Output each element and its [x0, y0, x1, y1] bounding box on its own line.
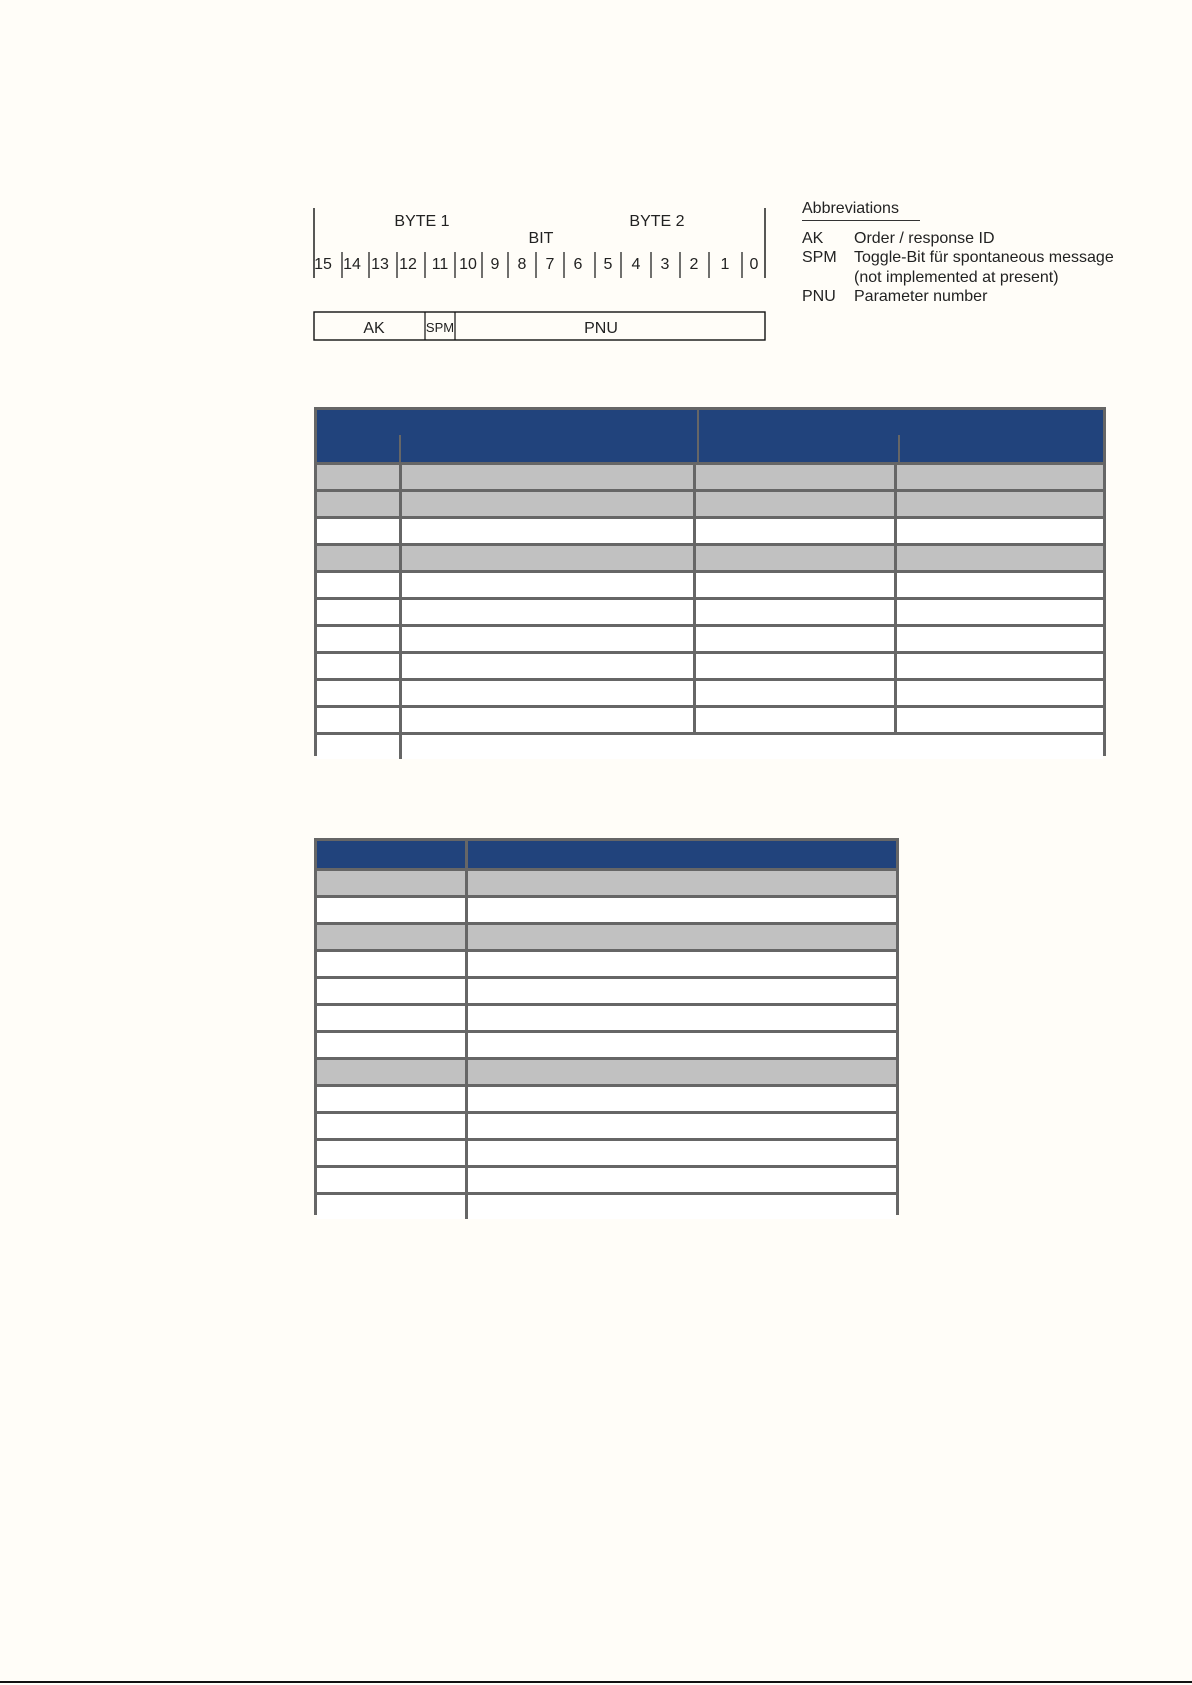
table-row	[317, 1165, 896, 1192]
table-cell	[897, 708, 1103, 732]
abbreviation-description	[854, 248, 1162, 287]
table-cell	[317, 1114, 468, 1138]
table-cell	[897, 519, 1103, 543]
table-row	[317, 732, 1103, 759]
table-cell	[897, 627, 1103, 651]
table-cell	[317, 465, 402, 489]
table-row	[317, 1003, 896, 1030]
table-cell	[317, 735, 402, 759]
table-cell	[317, 654, 402, 678]
table-cell	[317, 979, 468, 1003]
table-row	[317, 570, 1103, 597]
table-cell	[317, 1141, 468, 1165]
abbreviation-key: PNU	[802, 288, 836, 305]
table-cell	[317, 573, 402, 597]
table-cell	[696, 681, 897, 705]
table-cell	[468, 952, 896, 976]
table-cell	[696, 546, 897, 570]
table-cell	[317, 1168, 468, 1192]
bit-number-label: 13	[371, 256, 389, 273]
response-table-grid	[314, 407, 1106, 756]
table-cell	[402, 600, 696, 624]
table-cell	[402, 627, 696, 651]
abbreviation-description-line: Toggle-Bit für spontaneous message	[854, 249, 1114, 266]
table-cell	[468, 871, 896, 895]
table-row	[317, 624, 1103, 651]
table-cell	[897, 600, 1103, 624]
table-header-divider	[399, 435, 401, 462]
table-row	[317, 1084, 896, 1111]
abbreviations-title: Abbreviations	[802, 199, 920, 221]
table-cell	[468, 1168, 896, 1192]
table-cell	[897, 681, 1103, 705]
table-cell	[696, 708, 897, 732]
table-row	[317, 462, 1103, 489]
table-cell	[402, 465, 696, 489]
table-cell	[468, 1060, 896, 1084]
parameter-table-grid	[314, 838, 899, 1215]
table-row	[317, 1138, 896, 1165]
table-row	[317, 489, 1103, 516]
table-cell	[402, 519, 696, 543]
abbreviation-row	[802, 229, 1162, 249]
table-row	[317, 516, 1103, 543]
table-header-cell	[317, 841, 468, 868]
table-row	[317, 543, 1103, 570]
table-cell	[468, 1114, 896, 1138]
table-cell	[402, 708, 696, 732]
table-cell	[317, 1006, 468, 1030]
bit-number-label: 8	[517, 256, 527, 273]
table-cell	[696, 627, 897, 651]
table-cell	[317, 546, 402, 570]
abbreviation-key: SPM	[802, 249, 837, 266]
bit-number-label: 2	[689, 256, 699, 273]
bit-number-label: 10	[459, 256, 477, 273]
table-row	[317, 597, 1103, 624]
table-header-cell	[468, 841, 896, 868]
table-cell	[317, 952, 468, 976]
table-row	[317, 1057, 896, 1084]
table-cell	[317, 681, 402, 705]
bit-number-label: 6	[573, 256, 583, 273]
bit-number-label: 11	[431, 256, 449, 273]
abbreviation-description-line: Order / response ID	[854, 229, 995, 247]
table-cell	[696, 465, 897, 489]
table-cell	[317, 1060, 468, 1084]
table-cell	[317, 871, 468, 895]
bit-number-label: 4	[631, 256, 641, 273]
table-cell	[402, 654, 696, 678]
table-cell	[317, 898, 468, 922]
table-cell	[402, 546, 696, 570]
bit-number-label: 9	[490, 256, 500, 273]
bit-number-label: 15	[314, 256, 332, 273]
abbreviation-description-line: Parameter number	[854, 288, 988, 305]
table-row	[317, 1111, 896, 1138]
table-cell	[897, 465, 1103, 489]
table-row	[317, 949, 896, 976]
abbreviation-row	[802, 248, 1162, 287]
bit-heading: BIT	[528, 230, 554, 247]
table-row	[317, 976, 896, 1003]
byte2-label: BYTE 2	[629, 213, 685, 230]
table-cell	[468, 925, 896, 949]
table-row	[317, 922, 896, 949]
table-cell	[468, 1006, 896, 1030]
table-cell	[468, 1141, 896, 1165]
table-cell	[468, 898, 896, 922]
table-cell	[696, 600, 897, 624]
table-row	[317, 895, 896, 922]
table-cell	[468, 1033, 896, 1057]
abbreviation-key: AK	[802, 229, 824, 247]
table-cell	[897, 654, 1103, 678]
table-cell	[317, 1033, 468, 1057]
spm-field-label: SPM	[425, 320, 455, 335]
ak-field-label: AK	[363, 320, 385, 337]
table-cell	[402, 492, 696, 516]
table-header-divider	[697, 410, 699, 462]
table-cell	[317, 1087, 468, 1111]
table-row	[317, 868, 896, 895]
abbreviation-description	[854, 229, 1162, 249]
abbreviation-row	[802, 287, 1162, 307]
bit-number-label: 14	[343, 256, 361, 273]
table-cell	[317, 708, 402, 732]
table-cell	[468, 979, 896, 1003]
pnu-field-label: PNU	[584, 320, 618, 337]
table-row	[317, 1192, 896, 1219]
table-cell	[696, 492, 897, 516]
table-cell	[317, 627, 402, 651]
bit-number-label: 0	[749, 256, 759, 273]
table-header-band	[317, 841, 896, 868]
page-bottom-rule	[0, 1681, 1192, 1683]
bit-number-label: 5	[603, 256, 613, 273]
table-cell	[897, 573, 1103, 597]
bit-number-label: 3	[660, 256, 670, 273]
bit-number-label: 12	[399, 256, 417, 273]
table-cell	[402, 573, 696, 597]
table-cell	[897, 546, 1103, 570]
table-header-divider	[898, 435, 900, 462]
table-row	[317, 705, 1103, 732]
abbreviation-description	[854, 287, 1162, 307]
table-cell	[696, 519, 897, 543]
table-cell	[317, 1195, 468, 1219]
table-row	[317, 678, 1103, 705]
table-cell	[696, 573, 897, 597]
table-cell	[402, 681, 696, 705]
table-cell	[468, 1195, 896, 1219]
table-row	[317, 1030, 896, 1057]
bit-number-label: 7	[545, 256, 555, 273]
table-cell	[897, 492, 1103, 516]
table-cell	[402, 735, 1103, 759]
table-cell	[468, 1087, 896, 1111]
byte1-label: BYTE 1	[394, 213, 450, 230]
table-cell	[696, 654, 897, 678]
table-cell	[317, 600, 402, 624]
table-header-band	[317, 410, 1103, 462]
bit-number-label: 1	[720, 256, 730, 273]
abbreviation-description-line: (not implemented at present)	[854, 268, 1059, 286]
abbreviations-block	[802, 199, 1162, 307]
table-cell	[317, 492, 402, 516]
table-row	[317, 651, 1103, 678]
table-cell	[317, 925, 468, 949]
table-cell	[317, 519, 402, 543]
